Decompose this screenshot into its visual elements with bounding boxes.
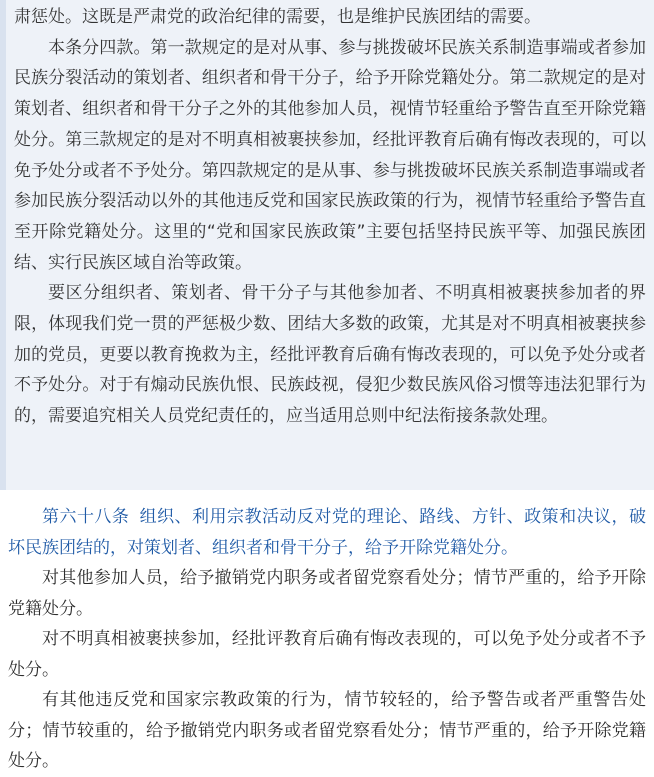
commentary-top-line: 肃惩处。这既是严肃党的政治纪律的需要，也是维护民族团结的需要。 [14,7,541,27]
article-clause-4: 有其他违反党和国家宗教政策的行为，情节较轻的，给予警告或者严重警告处分；情节较重的，给予撤销党内职务或者留党察看处分；情节严重的，给予开除党籍处分。 [8,690,646,771]
commentary-paragraph-2: 要区分组织者、策划者、骨干分子与其他参加者、不明真相被裹挟参加者的界限，体现我们党一贯的严惩极少数、团结大多数的政策，尤其是对不明真相被裹挟参加的党员，更要以教育挽救为主，经批评教育后确有悔改表现的，可以免予处分或者不予处分。对于有煽动民族仇恨、民族歧视，侵犯少数民族风俗习惯等违法犯罪行为的，需要追究相关人员党纪责任的，应当适用总则中纪法衔接条款处理。 [14,283,646,427]
article-clause-2: 对其他参加人员，给予撤销党内职务或者留党察看处分；情节严重的，给予开除党籍处分。 [8,568,646,619]
article-block [0,500,654,777]
commentary-paragraph-1: 本条分四款。第一款规定的是对从事、参与挑拨破坏民族关系制造事端或者参加民族分裂活动的策划者、组织者和骨干分子，给予开除党籍处分。第二款规定的是对策划者、组织者和骨干分子之外的其他参加人员，视情节轻重给予警告直至开除党籍处分。第三款规定的是对不明真相被裹挟参加，经批评教育后确有悔改表现的，可以免予处分或者不予处分。第四款规定的是从事、参与挑拨破坏民族关系制造事端或者参加民族分裂活动以外的其他违反党和国家民族政策的行为，视情节轻重给予警告直至开除党籍处分。这里的“党和国家民族政策”主要包括坚持民族平等、加强民族团结、实行民族区域自治等政策。 [14,37,646,273]
article-number: 第六十八条 [42,507,130,527]
commentary-side-bar [0,0,6,490]
article-clause-1 [8,502,646,563]
article-lead-text: 组织、利用宗教活动反对党的理论、路线、方针、政策和决议，破坏民族团结的，对策划者、组织者和骨干分子，给予开除党籍处分。 [8,507,647,558]
article-clause-3: 对不明真相被裹挟参加，经批评教育后确有悔改表现的，可以免予处分或者不予处分。 [8,629,646,680]
